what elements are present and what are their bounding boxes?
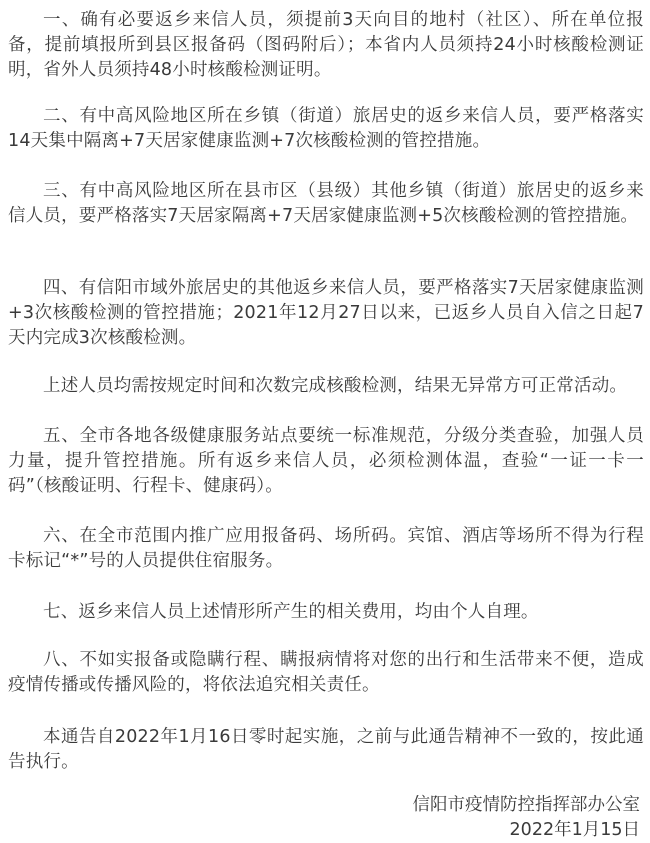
paragraph-7-costs: 七、返乡来信人员上述情形所产生的相关费用，均由个人自理。: [43, 602, 539, 622]
paragraph-4-outside-city: 四、有信阳市域外旅居史的其他返乡来信人员，要严格落实7天居家健康监测+3次核酸检测的管控措施；2021年12月27日以来，已返乡人员自入信之日起7天内完成3次核酸检测。: [8, 278, 644, 348]
signature-date: 2022年1月15日: [509, 820, 640, 840]
paragraph-testing-requirement: 上述人员均需按规定时间和次数完成核酸检测，结果无异常方可正常活动。: [43, 376, 628, 396]
paragraph-5-health-stations: 五、全市各地各级健康服务站点要统一标准规范，分级分类查验，加强人员力量，提升管控措施。所有返乡来信人员，必须检测体温，查验“一证一卡一码”（核酸证明、行程卡、健康码）。: [8, 426, 644, 496]
signature-issuer: 信阳市疫情防控指挥部办公室: [412, 795, 640, 815]
paragraph-8-liability: 八、不如实报备或隐瞒行程、瞒报病情将对您的出行和生活带来不便，造成疫情传播或传播风险的，将依法追究相关责任。: [8, 650, 644, 695]
paragraph-3-high-risk-county: 三、有中高风险地区所在县市区（县级）其他乡镇（街道）旅居史的返乡来信人员，要严格落实7天居家隔离+7天居家健康监测+5次核酸检测的管控措施。: [8, 181, 644, 226]
paragraph-1-pre-registration: 一、确有必要返乡来信人员，须提前3天向目的地村（社区）、所在单位报备，提前填报所到县区报备码（图码附后）；本省内人员须持24小时核酸检测证明，省外人员须持48小时核酸检测证明。: [8, 10, 644, 80]
paragraph-effective-date: 本通告自2022年1月16日零时起实施，之前与此通告精神不一致的，按此通告执行。: [8, 727, 644, 772]
paragraph-6-registration-codes: 六、在全市范围内推广应用报备码、场所码。宾馆、酒店等场所不得为行程卡标记“*”号的人员提供住宿服务。: [8, 526, 644, 571]
paragraph-2-high-risk-township: 二、有中高风险地区所在乡镇（街道）旅居史的返乡来信人员，要严格落实14天集中隔离+7天居家健康监测+7次核酸检测的管控措施。: [8, 106, 644, 151]
